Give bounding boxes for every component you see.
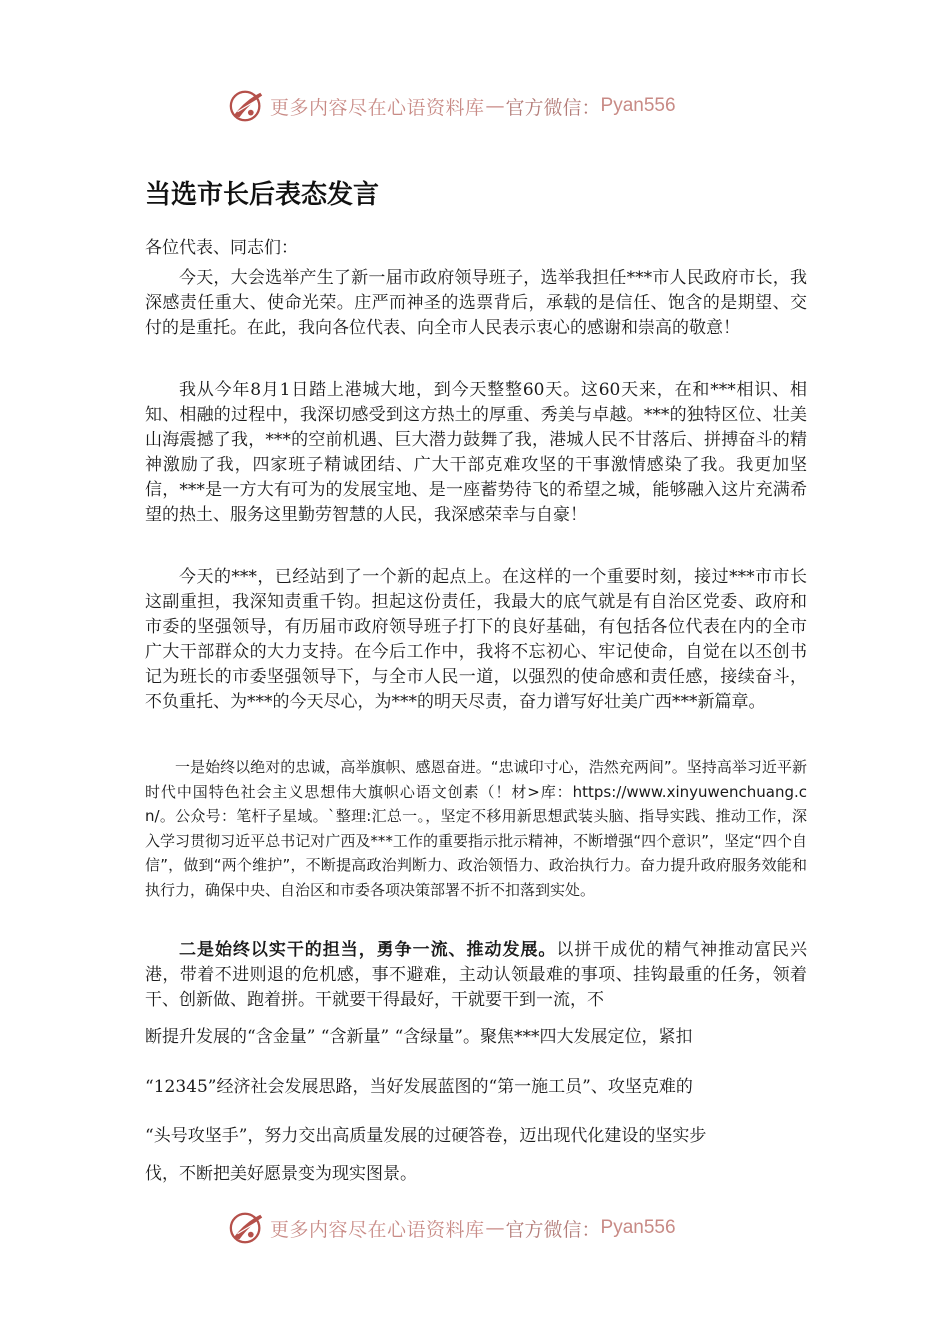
- banner-text: 更多内容尽在心语资料库: [270, 96, 485, 119]
- header-banner: [228, 86, 676, 126]
- pen-logo-icon: [228, 1209, 266, 1247]
- footer-banner: [228, 1208, 676, 1248]
- paragraph-5-body: 以拼干成优的精气神推动富民兴港，带着不进则退的危机感，事不避难，主动认领最难的事项、挂钩最重的任务，领着干、创新做、跑着拼。干就要干得最好，干就要干到一流，不: [145, 940, 808, 1010]
- pen-logo-icon: [228, 87, 266, 125]
- paragraph-5: [145, 938, 807, 1013]
- paragraph-5-line: 伐，不断把美好愿景变为现实图景。: [145, 1164, 417, 1184]
- salutation: 各位代表、同志们：: [145, 238, 298, 258]
- banner-wechat-label: 官方微信：: [505, 96, 601, 119]
- paragraph-5-line: “12345”经济社会发展思路，当好发展蓝图的“第一施工员”、攻坚克难的: [145, 1077, 693, 1097]
- paragraph-4: 一是始终以绝对的忠诚，高举旗帜、感恩奋进。“忠诚印寸心，浩然充两间”。坚持高举习近平新时代中国特色社会主义思想伟大旗帜心语文创素（！材>库：https://www.xinyuwenchuang.cn/。公众号：笔杆子星域。`整理:汇总一。，坚定不移用新思想武装头脑、指导实践、推动工作，深入学习贯彻习近平总书记对广西及***工作的重要指示批示精神，不断增强“四个意识”，坚定“四个自信”，做到“两个维护”，不断提高政治判断力、政治领悟力、政治执行力。奋力提升政府服务效能和执行力，确保中央、自治区和市委各项决策部署不折不扣落到实处。: [145, 758, 807, 899]
- document-title: 当选市长后表态发言: [145, 180, 380, 210]
- paragraph-5-heading: 二是始终以实干的担当，勇争一流、推动发展。: [179, 940, 557, 960]
- banner-dash: —: [485, 95, 505, 117]
- banner-wechat-label: 官方微信：: [505, 1218, 601, 1241]
- paragraph-5-line: “头号攻坚手”，努力交出高质量发展的过硬答卷，迈出现代化建设的坚实步: [145, 1126, 707, 1146]
- banner-dash: —: [485, 1217, 505, 1239]
- paragraph-3: 今天的***，已经站到了一个新的起点上。在这样的一个重要时刻，接过***市市长这副重担，我深知责重千钧。担起这份责任，我最大的底气就是有自治区党委、政府和市委的坚强领导，有历届市政府领导班子打下的良好基础，有包括各位代表在内的全市广大干部群众的大力支持。在今后工作中，我将不忘初心、牢记使命，自觉在以丕创书记为班长的市委坚强领导下，与全市人民一道，以强烈的使命感和责任感，接续奋斗，不负重托、为***的今天尽心，为***的明天尽责，奋力谱写好壮美广西***新篇章。: [145, 567, 807, 712]
- banner-wechat-id: Pyan556: [600, 1217, 676, 1238]
- banner-text: 更多内容尽在心语资料库: [270, 1218, 485, 1241]
- paragraph-5-line: 断提升发展的“含金量” “含新量” “含绿量”。聚焦***四大发展定位，紧扣: [145, 1027, 693, 1047]
- banner-wechat-id: Pyan556: [600, 95, 676, 116]
- paragraph-1: 今天，大会选举产生了新一届市政府领导班子，选举我担任***市人民政府市长，我深感责任重大、使命光荣。庄严而神圣的选票背后，承载的是信任、饱含的是期望、交付的是重托。在此，我向各位代表、向全市人民表示衷心的感谢和崇高的敬意！: [145, 268, 807, 338]
- paragraph-2: 我从今年8月1日踏上港城大地，到今天整整60天。这60天来，在和***相识、相知、相融的过程中，我深切感受到这方热土的厚重、秀美与卓越。***的独特区位、壮美山海震撼了我，***的空前机遇、巨大潜力鼓舞了我，港城人民不甘落后、拼搏奋斗的精神激励了我，四家班子精诚团结、广大干部克难攻坚的干事激情感染了我。我更加坚信，***是一方大有可为的发展宝地、是一座蓄势待飞的希望之城，能够融入这片充满希望的热土、服务这里勤劳智慧的人民，我深感荣幸与自豪！: [145, 380, 807, 525]
